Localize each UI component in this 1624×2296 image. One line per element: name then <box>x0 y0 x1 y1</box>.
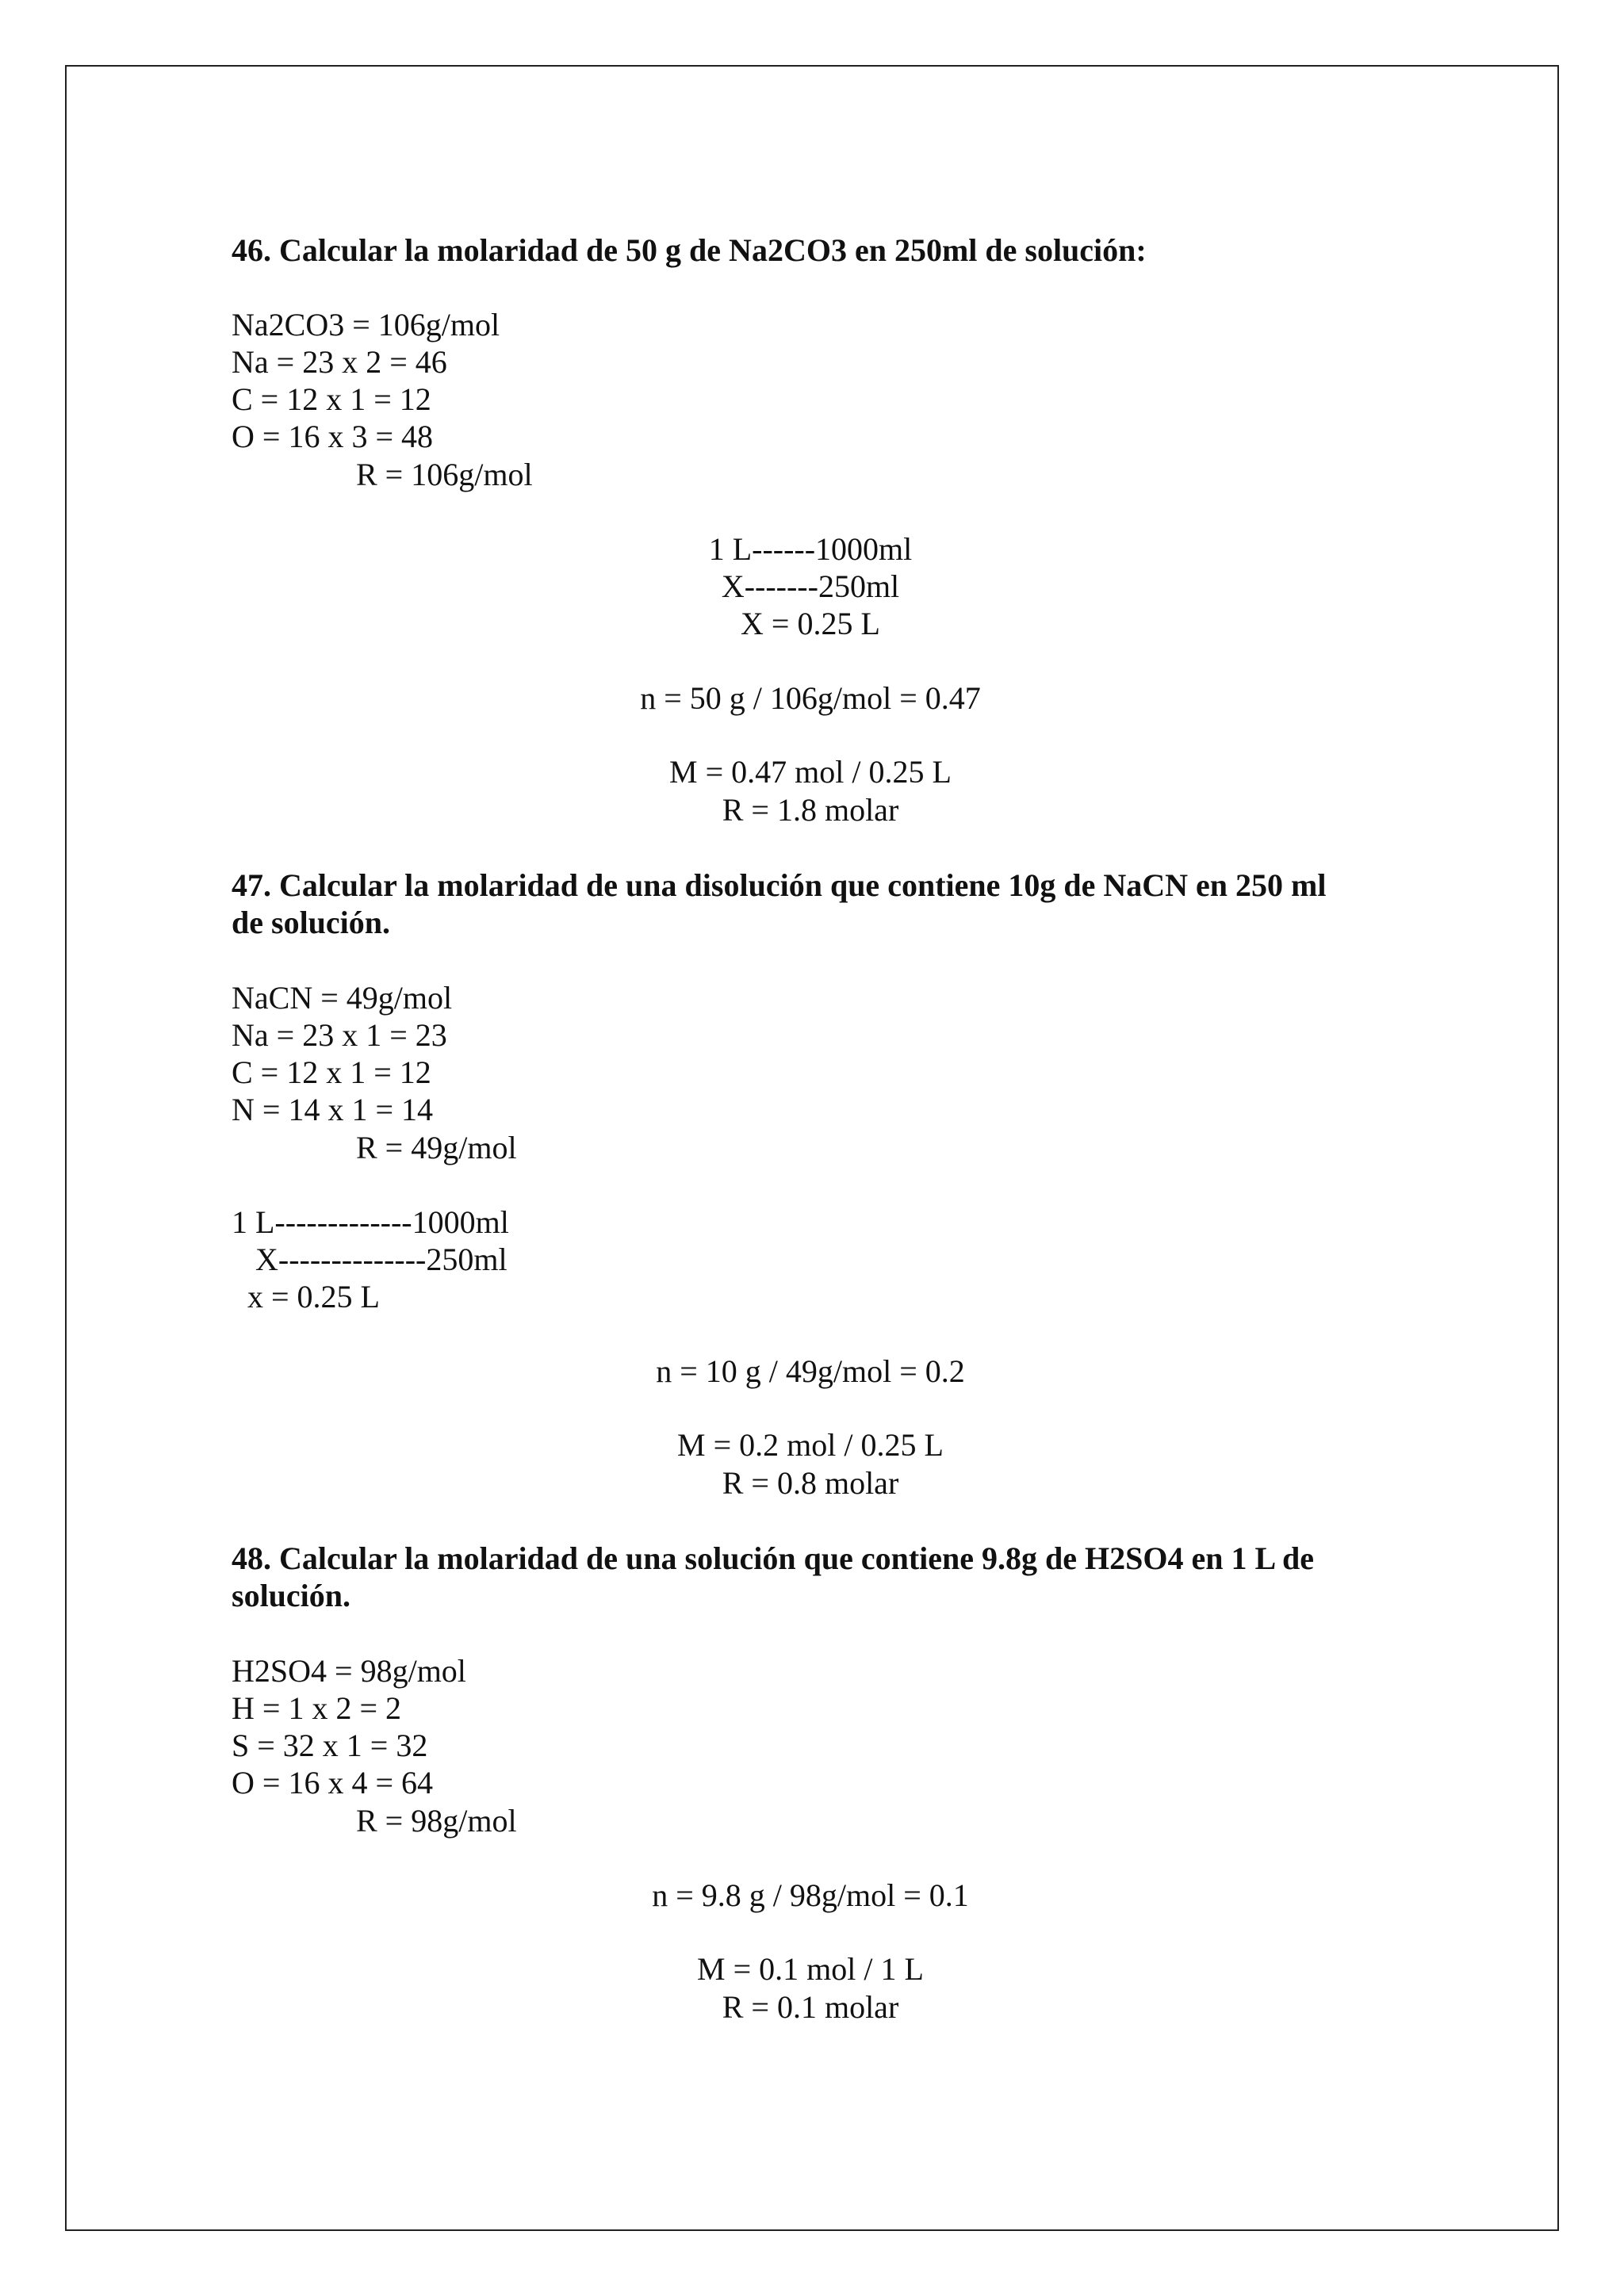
problem-47-moles: n = 10 g / 49g/mol = 0.2 <box>656 1353 965 1389</box>
problem-47-molarity: M = 0.2 mol / 0.25 L <box>677 1427 944 1463</box>
problem-47-answer: R = 0.8 molar <box>722 1465 899 1501</box>
problem-48-heading: 48. Calcular la molaridad de una solución que contiene 9.8g de H2SO4 en 1 L de <box>232 1540 1314 1576</box>
problem-46-moles: n = 50 g / 106g/mol = 0.47 <box>640 680 981 716</box>
problem-48-molar-mass-line: H = 1 x 2 = 2 <box>232 1690 402 1726</box>
problem-46-conversion-line: X-------250ml <box>721 568 900 604</box>
problem-47-heading: 47. Calcular la molaridad de una disolución que contiene 10g de NaCN en 250 ml <box>232 867 1327 903</box>
problem-47-molar-mass-line: NaCN = 49g/mol <box>232 980 453 1016</box>
problem-48-molar-mass-line: H2SO4 = 98g/mol <box>232 1653 466 1689</box>
problem-47-heading: de solución. <box>232 905 391 940</box>
problem-48-molar-mass-line: S = 32 x 1 = 32 <box>232 1728 428 1763</box>
problem-46-heading: 46. Calcular la molaridad de 50 g de Na2CO3 en 250ml de solución: <box>232 232 1147 268</box>
problem-46-molar-mass-result: R = 106g/mol <box>356 457 533 492</box>
document-content <box>232 0 1389 2296</box>
problem-47-molar-mass-line: N = 14 x 1 = 14 <box>232 1092 434 1127</box>
problem-46-molar-mass-line: Na = 23 x 2 = 46 <box>232 344 447 380</box>
problem-46-molar-mass-line: O = 16 x 3 = 48 <box>232 419 434 454</box>
problem-46-molar-mass-line: C = 12 x 1 = 12 <box>232 381 431 417</box>
problem-46-molarity: M = 0.47 mol / 0.25 L <box>669 754 952 790</box>
problem-46-answer: R = 1.8 molar <box>722 792 899 828</box>
problem-47-molar-mass-line: C = 12 x 1 = 12 <box>232 1054 431 1090</box>
problem-47-conversion-line: 1 L-------------1000ml <box>232 1204 509 1240</box>
problem-47-molar-mass-result: R = 49g/mol <box>356 1130 517 1165</box>
problem-48-molar-mass-result: R = 98g/mol <box>356 1803 517 1839</box>
problem-47-conversion-line: X--------------250ml <box>232 1242 508 1277</box>
problem-47-molar-mass-line: Na = 23 x 1 = 23 <box>232 1017 447 1053</box>
problem-48-molar-mass-line: O = 16 x 4 = 64 <box>232 1765 434 1800</box>
problem-46-conversion-line: 1 L------1000ml <box>708 531 913 567</box>
problem-46-molar-mass-line: Na2CO3 = 106g/mol <box>232 307 500 342</box>
problem-47-conversion-result: x = 0.25 L <box>232 1279 380 1314</box>
problem-48-molarity: M = 0.1 mol / 1 L <box>697 1951 924 1987</box>
problem-48-moles: n = 9.8 g / 98g/mol = 0.1 <box>652 1877 969 1913</box>
problem-48-answer: R = 0.1 molar <box>722 1989 899 2025</box>
problem-46-conversion-result: X = 0.25 L <box>741 606 880 641</box>
problem-48-heading: solución. <box>232 1578 351 1613</box>
